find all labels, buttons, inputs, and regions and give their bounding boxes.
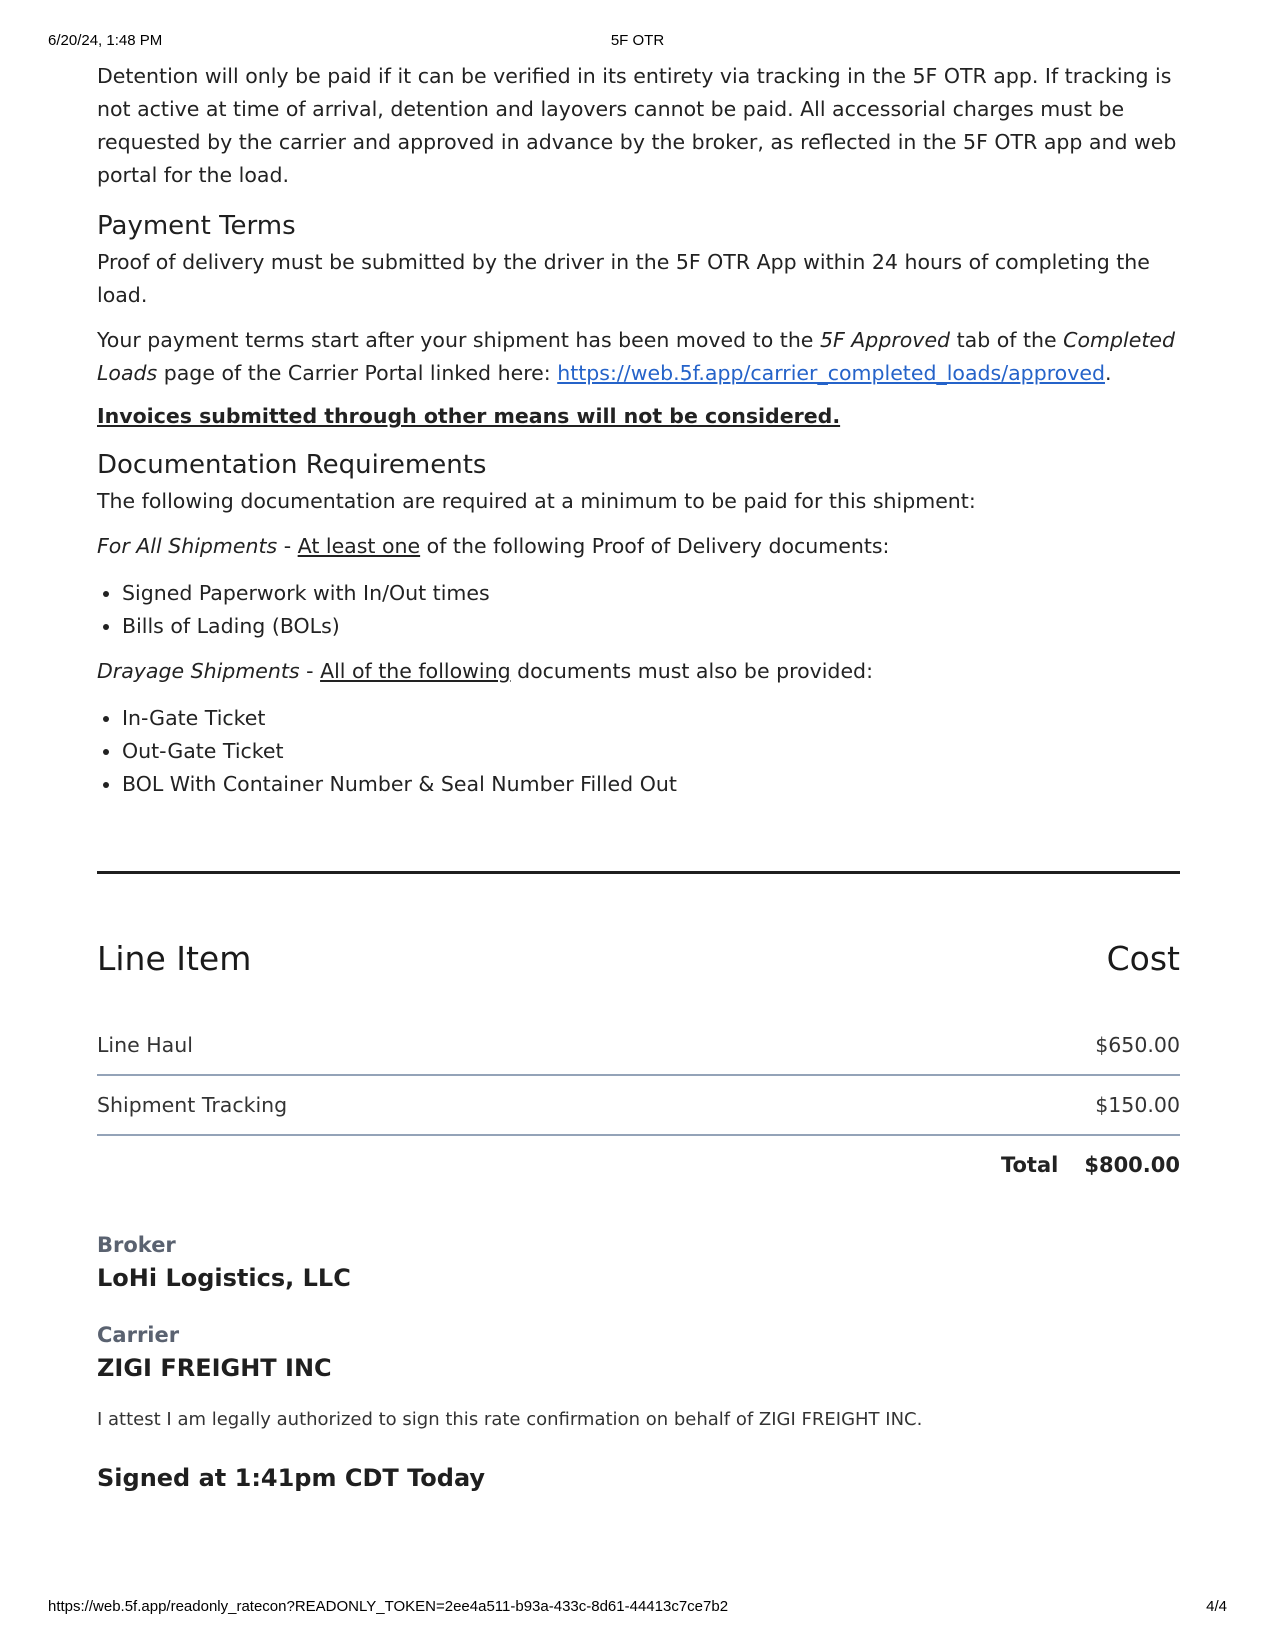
broker-name: LoHi Logistics, LLC bbox=[97, 1264, 351, 1292]
table-row bbox=[97, 1076, 1180, 1136]
terms-em-approved: 5F Approved bbox=[819, 328, 951, 352]
list-item: • In-Gate Ticket bbox=[122, 702, 1180, 735]
carrier-name: ZIGI FREIGHT INC bbox=[97, 1354, 332, 1382]
drayage-label: Drayage Shipments bbox=[97, 659, 300, 683]
line-item-cost: $150.00 bbox=[1095, 1093, 1180, 1117]
list-item: • Bills of Lading (BOLs) bbox=[122, 610, 1180, 643]
document-content bbox=[97, 60, 1180, 1496]
all-shipments-paragraph bbox=[97, 530, 1180, 563]
payment-terms-paragraph bbox=[97, 324, 1180, 390]
line-item-name: Line Haul bbox=[97, 1033, 193, 1057]
all-sep: - bbox=[277, 534, 298, 558]
attestation-text: I attest I am legally authorized to sign this rate confirmation on behalf of ZIGI FREIGHT INC. bbox=[97, 1409, 923, 1430]
drayage-sep: - bbox=[299, 659, 321, 683]
payment-terms-heading: Payment Terms bbox=[97, 211, 296, 241]
terms-text-3: page of the Carrier Portal linked here: bbox=[157, 361, 558, 385]
carrier-block bbox=[97, 1320, 1180, 1386]
all-rest: of the following Proof of Delivery documents: bbox=[420, 534, 890, 558]
print-title: 5F OTR bbox=[610, 32, 665, 49]
line-items-table bbox=[97, 928, 1180, 1194]
line-item-column-header: Line Item bbox=[97, 938, 252, 978]
section-divider bbox=[97, 871, 1180, 874]
list-item: • Out-Gate Ticket bbox=[122, 735, 1180, 768]
carrier-portal-link[interactable]: https://web.5f.app/carrier_completed_loads/approved bbox=[557, 361, 1105, 385]
print-date: 6/20/24, 1:48 PM bbox=[48, 32, 163, 49]
broker-block bbox=[97, 1230, 1180, 1296]
print-header bbox=[48, 32, 1227, 52]
all-qualifier: At least one bbox=[297, 534, 421, 558]
terms-text-1: Your payment terms start after your shipment has been moved to the bbox=[97, 328, 820, 352]
signed-timestamp: Signed at 1:41pm CDT Today bbox=[97, 1464, 486, 1492]
line-item-cost: $650.00 bbox=[1095, 1033, 1180, 1057]
list-item: • Signed Paperwork with In/Out times bbox=[122, 577, 1180, 610]
pod-paragraph: Proof of delivery must be submitted by the driver in the 5F OTR App within 24 hours of completing the load. bbox=[97, 250, 1150, 307]
broker-label: Broker bbox=[97, 1233, 176, 1257]
line-item-name: Shipment Tracking bbox=[97, 1093, 288, 1117]
total-row bbox=[97, 1136, 1180, 1194]
drayage-paragraph bbox=[97, 655, 1180, 688]
invoice-warning: Invoices submitted through other means will not be considered. bbox=[97, 404, 841, 428]
print-footer bbox=[48, 1598, 1227, 1618]
documentation-heading: Documentation Requirements bbox=[97, 450, 487, 480]
detention-paragraph: Detention will only be paid if it can be verified in its entirety via tracking in the 5F OTR app. If tracking is not active at time of arrival, detention and layovers cannot be paid. All accessorial charges must be requested by the carrier and approved in advance by the broker, as reflected in the 5F OTR app and web portal for the load. bbox=[97, 64, 1177, 187]
all-shipments-list bbox=[97, 577, 1180, 643]
terms-text-2: tab of the bbox=[950, 328, 1064, 352]
documentation-intro: The following documentation are required at a minimum to be paid for this shipment: bbox=[97, 489, 976, 513]
carrier-label: Carrier bbox=[97, 1323, 180, 1347]
cost-column-header: Cost bbox=[1106, 938, 1180, 978]
terms-em-completed: Completed Loads bbox=[97, 328, 1175, 385]
drayage-rest: documents must also be provided: bbox=[510, 659, 873, 683]
line-items-header bbox=[97, 928, 1180, 988]
total-value: $800.00 bbox=[1084, 1153, 1180, 1177]
table-row bbox=[97, 1016, 1180, 1076]
print-url: https://web.5f.app/readonly_ratecon?READONLY_TOKEN=2ee4a511-b93a-433c-8d61-44413c7ce7b2 bbox=[48, 1598, 729, 1615]
total-label: Total bbox=[1000, 1153, 1059, 1177]
all-shipments-label: For All Shipments bbox=[97, 534, 278, 558]
page-number: 4/4 bbox=[1206, 1598, 1227, 1615]
drayage-qualifier: All of the following bbox=[320, 659, 511, 683]
terms-text-end: . bbox=[1104, 361, 1112, 385]
drayage-list bbox=[97, 702, 1180, 801]
list-item: • BOL With Container Number & Seal Number Filled Out bbox=[122, 768, 1180, 801]
